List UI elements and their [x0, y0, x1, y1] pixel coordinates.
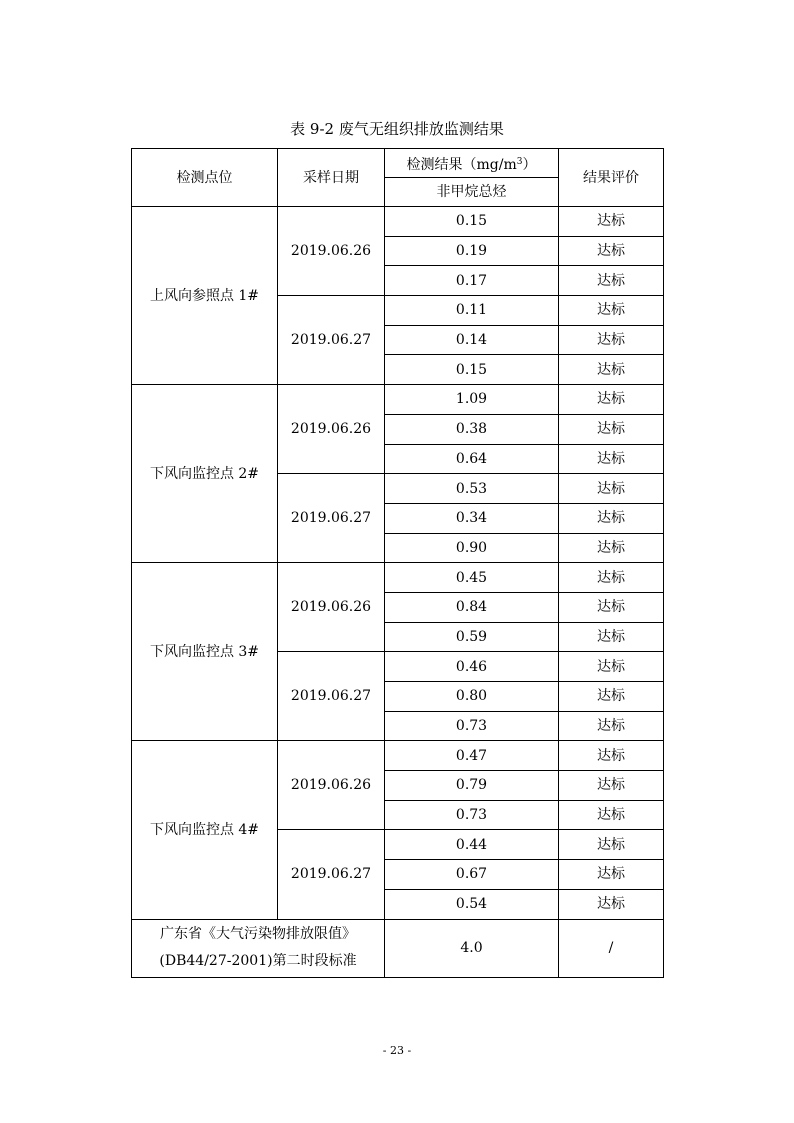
result-value: 0.38: [385, 414, 559, 444]
result-value: 0.46: [385, 652, 559, 682]
result-evaluation: 达标: [559, 266, 664, 296]
result-value: 0.17: [385, 266, 559, 296]
header-result-text: 检测结果（mg/m: [406, 156, 517, 173]
result-value: 0.73: [385, 800, 559, 830]
standard-label-line1: 广东省《大气污染物排放限值》: [160, 926, 356, 942]
sample-date: 2019.06.26: [278, 207, 385, 296]
result-value: 0.15: [385, 207, 559, 237]
standard-evaluation: /: [559, 919, 664, 977]
result-value: 0.45: [385, 563, 559, 593]
result-evaluation: 达标: [559, 563, 664, 593]
header-result-sup: 3: [516, 156, 523, 167]
sample-date: 2019.06.27: [278, 296, 385, 385]
result-evaluation: 达标: [559, 800, 664, 830]
result-evaluation: 达标: [559, 444, 664, 474]
table-row: [132, 207, 664, 237]
result-value: 1.09: [385, 385, 559, 415]
table-row: [132, 741, 664, 771]
table-caption: 表 9-2 废气无组织排放监测结果: [290, 120, 504, 138]
sample-date: 2019.06.26: [278, 563, 385, 652]
point-name: 下风向监控点 4#: [132, 741, 278, 919]
result-value: 0.64: [385, 444, 559, 474]
standard-label-line2: (DB44/27-2001)第二时段标准: [159, 953, 357, 969]
result-value: 0.73: [385, 711, 559, 741]
result-evaluation: 达标: [559, 889, 664, 919]
header-date: 采样日期: [278, 149, 385, 207]
result-value: 0.53: [385, 474, 559, 504]
result-evaluation: 达标: [559, 592, 664, 622]
sample-date: 2019.06.26: [278, 741, 385, 830]
result-value: 0.14: [385, 325, 559, 355]
result-value: 0.90: [385, 533, 559, 563]
result-evaluation: 达标: [559, 236, 664, 266]
point-name: 下风向监控点 2#: [132, 385, 278, 563]
sample-date: 2019.06.26: [278, 385, 385, 474]
result-value: 0.19: [385, 236, 559, 266]
header-param: 非甲烷总烃: [385, 178, 559, 207]
sample-date: 2019.06.27: [278, 830, 385, 919]
page-number: - 23 -: [382, 1044, 412, 1057]
header-point: 检测点位: [132, 149, 278, 207]
sample-date: 2019.06.27: [278, 474, 385, 563]
table-row: [132, 563, 664, 593]
standard-limit: 4.0: [385, 919, 559, 977]
result-evaluation: 达标: [559, 682, 664, 712]
result-evaluation: 达标: [559, 741, 664, 771]
result-evaluation: 达标: [559, 296, 664, 326]
result-value: 0.54: [385, 889, 559, 919]
result-evaluation: 达标: [559, 771, 664, 801]
result-evaluation: 达标: [559, 207, 664, 237]
table-row: [132, 385, 664, 415]
result-value: 0.11: [385, 296, 559, 326]
result-evaluation: 达标: [559, 830, 664, 860]
result-evaluation: 达标: [559, 474, 664, 504]
result-value: 0.67: [385, 860, 559, 890]
result-evaluation: 达标: [559, 860, 664, 890]
result-value: 0.84: [385, 592, 559, 622]
result-value: 0.44: [385, 830, 559, 860]
standard-label: [132, 919, 385, 977]
result-evaluation: 达标: [559, 355, 664, 385]
result-evaluation: 达标: [559, 385, 664, 415]
result-value: 0.79: [385, 771, 559, 801]
result-value: 0.59: [385, 622, 559, 652]
result-evaluation: 达标: [559, 503, 664, 533]
results-body: [132, 207, 664, 920]
header-result-close: ）: [522, 156, 537, 173]
result-evaluation: 达标: [559, 414, 664, 444]
result-value: 0.15: [385, 355, 559, 385]
result-value: 0.47: [385, 741, 559, 771]
result-value: 0.80: [385, 682, 559, 712]
point-name: 下风向监控点 3#: [132, 563, 278, 741]
header-result: [385, 149, 559, 178]
result-evaluation: 达标: [559, 325, 664, 355]
result-evaluation: 达标: [559, 652, 664, 682]
header-evaluation: 结果评价: [559, 149, 664, 207]
result-evaluation: 达标: [559, 622, 664, 652]
sample-date: 2019.06.27: [278, 652, 385, 741]
monitoring-results-table: [131, 148, 664, 978]
result-evaluation: 达标: [559, 711, 664, 741]
point-name: 上风向参照点 1#: [132, 207, 278, 385]
result-evaluation: 达标: [559, 533, 664, 563]
result-value: 0.34: [385, 503, 559, 533]
